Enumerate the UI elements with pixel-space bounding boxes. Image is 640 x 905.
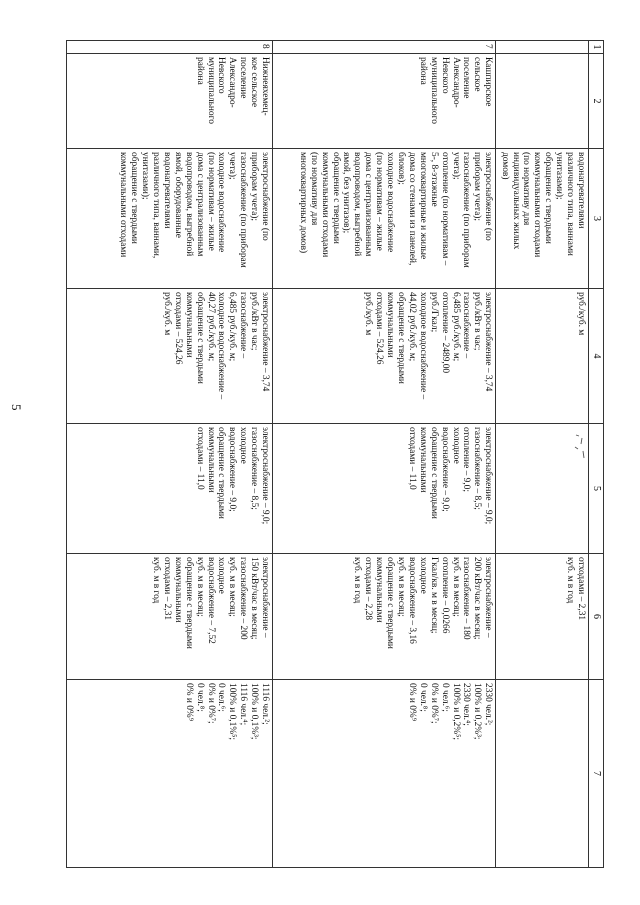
cell-line: электроснабжение – [483, 557, 494, 638]
utilities-table [66, 40, 604, 868]
cell-line: 150 кВт/час в месяц; [249, 557, 260, 640]
header-col-4: 4 [589, 289, 604, 424]
cell-line: дома с централизованным [363, 152, 374, 257]
cell-line: водоснабжение – 9,0; [439, 427, 450, 512]
cell-line: многоквартирные и жилые [417, 152, 428, 260]
header-col-5: 5 [589, 424, 604, 554]
cell-line: домов) [499, 152, 510, 180]
cell-line: 0% и 0%⁷; [428, 683, 439, 724]
cell-line: 6,485 руб./куб. м; [227, 292, 238, 362]
cell-line: 2330 чел.²; [483, 683, 494, 726]
cell-line: обращение с твердыми [385, 557, 396, 649]
settlement-cell [67, 54, 273, 149]
header-col-2: 2 [589, 54, 604, 149]
cell-line: 40,27 руб./куб. м; [205, 292, 216, 362]
cell-line: унитазами); [554, 152, 565, 200]
cell-line: газоснабжение – [461, 292, 472, 359]
cell-line: ямой, оборудованные [172, 152, 183, 238]
cell-line: 0% и 0%⁷; [205, 683, 216, 724]
pen-mark [573, 432, 587, 462]
cell-line: 44,02 руб./куб. м; [406, 292, 417, 362]
cell-line: унитазами); [140, 152, 151, 200]
utility-services-cell [67, 149, 273, 289]
cell-line: муниципального [205, 57, 216, 124]
cell-line: холодное водоснабжение [385, 152, 396, 253]
row-number-cell [496, 41, 589, 54]
cell-line: водонагревателями [576, 152, 586, 229]
table-row [67, 41, 273, 868]
cell-line: куб. м в месяц; [450, 557, 461, 617]
cell-line: различного типа, ваннами [565, 152, 576, 256]
cell-line: 100% и 0,1%³; [249, 683, 260, 740]
cell-line: 0 чел.⁶; [439, 683, 450, 712]
cell-line: руб./куб. м [363, 292, 374, 336]
cell-line: отопление – 9,0; [461, 427, 472, 492]
header-row [589, 41, 604, 868]
cell-line: (по нормативам – жилые [205, 152, 216, 251]
cell-line: электроснабжение – 3,74 [483, 292, 494, 392]
cell-line: руб./куб. м [161, 292, 172, 336]
cell-line: обращение с твердыми [330, 152, 341, 244]
header-col-6: 6 [589, 554, 604, 680]
cell-line: муниципального [428, 57, 439, 124]
cell-line: холодное [238, 427, 249, 464]
tariffs-cell [496, 289, 589, 424]
cell-line: дома со стенами из панелей, [406, 152, 417, 266]
cell-line: 100% и 0,2%³; [472, 683, 483, 740]
cell-line: водоснабжение – 9,0; [227, 427, 238, 512]
cell-line: 1116 чел.⁴; [238, 683, 249, 726]
cell-line: 0% и 0%⁹ [183, 683, 194, 721]
cell-line: (по нормативам – жилые [374, 152, 385, 251]
cell-line: отходами – 11,0 [406, 427, 417, 490]
cell-line: газоснабжение – 200 [238, 557, 249, 640]
cell-line: отходами – 2,28 [363, 557, 374, 621]
cell-line: отходами – 524,26 [374, 292, 385, 365]
cell-line: обращение с твердыми [543, 152, 554, 244]
cell-line: дома с централизованным [194, 152, 205, 257]
cell-line: ямой, без унитазов); [341, 152, 352, 234]
cell-line: электроснабжение (по [260, 152, 271, 241]
cell-line: куб. м в месяц; [396, 557, 407, 617]
cell-line: Кашпирское [483, 57, 494, 107]
cell-line: газоснабжение – 8,5; [472, 427, 483, 510]
cell-line: 100% и 0,2%⁵; [450, 683, 461, 740]
cell-line: коммунальными [183, 292, 194, 358]
cell-line: 5-, 8-этажные [428, 152, 439, 207]
cell-line: обращение с твердыми [396, 292, 407, 384]
cell-line: отопление (по нормативам – [439, 152, 450, 266]
cell-line: электроснабжение (по [483, 152, 494, 241]
cell-line: холодное [417, 557, 428, 594]
cell-line: 0 чел.⁶; [216, 683, 227, 712]
cell-line: газоснабжение (по приборам [238, 152, 249, 268]
cell-line: электроснабжение – [260, 557, 271, 638]
cell-line: обращение с твердыми [194, 292, 205, 384]
cell-line: 200 кВт/час в месяц; [472, 557, 483, 640]
cell-line: обращение с твердыми [129, 152, 140, 244]
cell-line: 100% и 0,1%⁵; [227, 683, 238, 740]
population-cell [496, 680, 589, 868]
cell-line: Александро- [227, 57, 238, 108]
cell-line: отходами – 2,31 [161, 557, 172, 621]
cell-line: водопроводом, выгребной [352, 152, 363, 257]
row-number-cell: 8 [67, 41, 273, 54]
rotated-table-container [66, 40, 604, 867]
cell-line: учета); [450, 152, 461, 180]
cell-line: 1116 чел.²; [260, 683, 271, 725]
header-col-7: 7 [589, 680, 604, 868]
cell-line: газоснабжение (по приборам [461, 152, 472, 268]
cell-line: холодное водоснабжение [216, 152, 227, 253]
cell-line: куб. м в год [565, 557, 576, 604]
settlement-cell [273, 54, 496, 149]
cell-line: сельское [472, 57, 483, 92]
cell-line: кое сельское [249, 57, 260, 107]
cell-line: газоснабжение – 180 [461, 557, 472, 640]
cell-line: куб. м в месяц; [227, 557, 238, 617]
settlement-cell [496, 54, 589, 149]
cell-line: коммунальными [172, 557, 183, 623]
cell-line: водопроводом, выгребной [183, 152, 194, 257]
cell-line: района [417, 57, 428, 85]
cell-line: Невского [216, 57, 227, 94]
population-cell [67, 680, 273, 868]
cell-line: поселение [461, 57, 472, 99]
consumption-cell [67, 554, 273, 680]
header-col-1: 1 [589, 41, 604, 54]
cell-line: отопление – 2489,00 [439, 292, 450, 374]
cell-line: куб. м в год [352, 557, 363, 604]
cell-line: холодное [216, 557, 227, 594]
cell-line: холодное [450, 427, 461, 464]
cell-line: коммунальными отходами [118, 152, 129, 258]
cell-line: коммунальными [205, 427, 216, 493]
utility-services-cell [496, 149, 589, 289]
cell-line: отходами – 2,31 [576, 557, 586, 621]
cell-line: 0 чел.⁸; [417, 683, 428, 712]
table-row [273, 41, 496, 868]
page-number: 5 [9, 404, 24, 411]
cell-line: электроснабжение – 9,0; [483, 427, 494, 525]
cell-line: коммунальными отходами [532, 152, 543, 258]
cell-line: приборам учета); [249, 152, 260, 221]
cell-line: куб. м в год [151, 557, 162, 604]
tariffs-cell [273, 289, 496, 424]
cell-line: водоснабжение – 7,52 [205, 557, 216, 644]
tariffs-cell [67, 289, 273, 424]
cell-line: 6,485 руб./куб. м; [450, 292, 461, 362]
cell-line: куб. м в месяц; [194, 557, 205, 617]
growth-index-cell [273, 424, 496, 554]
cell-line: электроснабжение – 3,74 [260, 292, 271, 392]
cell-line: холодное водоснабжение – [417, 292, 428, 400]
cell-line: приборам учета); [472, 152, 483, 221]
cell-line: отходами – 524,26 [172, 292, 183, 365]
cell-line: водоснабжение – 3,16 [406, 557, 417, 644]
header-col-3: 3 [589, 149, 604, 289]
cell-line: обращение с твердыми [428, 427, 439, 519]
cell-line: учета); [227, 152, 238, 180]
cell-line: коммунальными [417, 427, 428, 493]
cell-line: холодное водоснабжение – [216, 292, 227, 400]
utility-services-cell [273, 149, 496, 289]
cell-line: индивидуальных жилых [510, 152, 521, 250]
population-cell [273, 680, 496, 868]
cell-line: многоквартирных домов) [297, 152, 308, 254]
cell-line: газоснабжение – 8,5; [249, 427, 260, 510]
cell-line: коммунальными [374, 557, 385, 623]
cell-line: различного типа, ваннами, [151, 152, 162, 259]
cell-line: обращение с твердыми [183, 557, 194, 649]
cell-line: (по нормативу для [521, 152, 532, 226]
cell-line: электроснабжение – 9,0; [260, 427, 271, 525]
cell-line: 2330 чел.⁴; [461, 683, 472, 726]
cell-line: руб./кВт в час; [249, 292, 260, 351]
cell-line: руб./кВт в час; [472, 292, 483, 351]
cell-line: блоков); [396, 152, 407, 185]
cell-line: 0 чел.⁸; [194, 683, 205, 712]
cell-line: Невского [439, 57, 450, 94]
consumption-cell [496, 554, 589, 680]
cell-line: газоснабжение – [238, 292, 249, 359]
cell-line: отходами – 11,0 [194, 427, 205, 490]
cell-line: коммунальными отходами [319, 152, 330, 258]
growth-index-cell [67, 424, 273, 554]
cell-line: Гкал/кв. м в месяц; [428, 557, 439, 634]
cell-line: коммунальными [385, 292, 396, 358]
cell-line: Нижнеяхемец- [260, 57, 271, 116]
cell-line: Александро- [450, 57, 461, 108]
cell-line: руб./Гкал; [428, 292, 439, 333]
cell-line: руб./куб. м [576, 292, 586, 336]
cell-line: 0% и 0%⁹ [406, 683, 417, 721]
cell-line: (по нормативу для [308, 152, 319, 226]
cell-line: водонагревателями [161, 152, 172, 229]
cell-line: обращение с твердыми [216, 427, 227, 519]
cell-line: района [194, 57, 205, 85]
row-number-cell: 7 [273, 41, 496, 54]
cell-line: отопление – 0,0266 [439, 557, 450, 634]
consumption-cell [273, 554, 496, 680]
cell-line: поселение [238, 57, 249, 99]
